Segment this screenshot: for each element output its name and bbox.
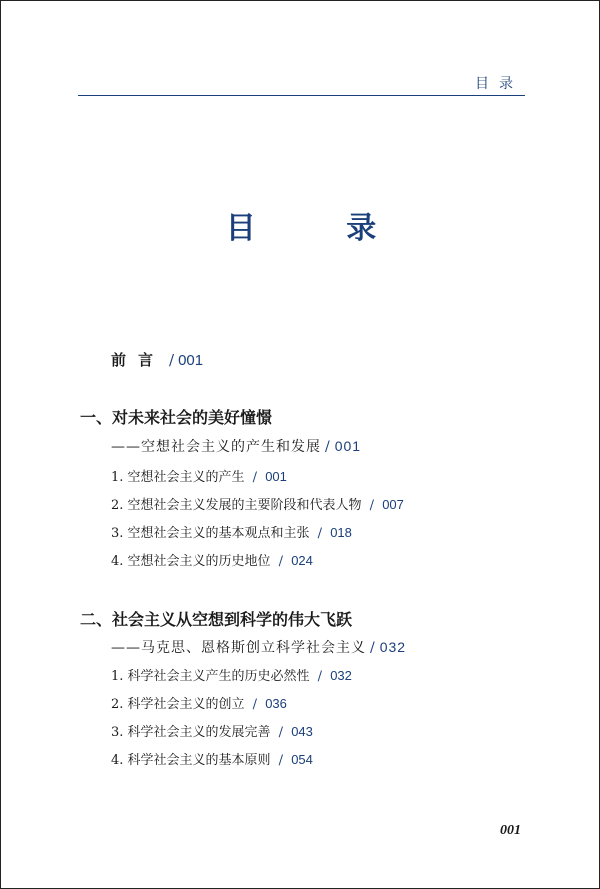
separator: / [274,753,288,768]
header-rule [78,95,525,96]
toc-entry[interactable] [111,550,313,569]
separator: / [274,554,288,569]
page-number: 043 [291,724,313,739]
separator: / [365,498,379,513]
separator: / [370,640,376,656]
toc-entry[interactable] [111,466,287,485]
toc-entry[interactable] [111,749,313,768]
chapter-title[interactable]: 一、对未来社会的美好憧憬 [80,408,273,427]
entry-text: 1. 空想社会主义的产生 [111,470,245,485]
entry-text: 2. 科学社会主义的创立 [111,697,245,712]
separator: / [248,470,262,485]
separator: / [248,697,262,712]
toc-entry[interactable] [111,721,313,740]
chapter-subtitle[interactable] [111,436,361,456]
entry-text: 3. 空想社会主义的基本观点和主张 [111,526,310,541]
subtitle-text: ——空想社会主义的产生和发展 [111,439,321,455]
subtitle-text: ——马克思、恩格斯创立科学社会主义 [111,640,366,656]
page-number: 036 [265,696,287,711]
page-number: 007 [382,497,404,512]
separator: / [313,669,327,684]
entry-text: 1. 科学社会主义产生的历史必然性 [111,669,310,684]
page-number: 001 [265,469,287,484]
running-head: 目录 [475,76,523,92]
page-number: 024 [291,553,313,568]
entry-text: 4. 科学社会主义的基本原则 [111,753,271,768]
page-number: 032 [330,668,352,683]
toc-entry[interactable] [111,693,287,712]
toc-entry[interactable] [111,522,352,541]
chapter-title[interactable]: 二、社会主义从空想到科学的伟大飞跃 [80,610,353,629]
page-folio: 001 [500,823,521,838]
toc-entry[interactable] [111,665,352,684]
page-number: 001 [178,352,204,369]
page-number: 032 [379,639,407,655]
page-number: 054 [291,752,313,767]
page-number: 018 [330,525,352,540]
separator: / [325,439,331,455]
entry-text: 2. 空想社会主义发展的主要阶段和代表人物 [111,498,362,513]
separator: / [313,526,327,541]
separator: / [274,725,288,740]
toc-preface[interactable] [111,349,203,370]
entry-text: 3. 科学社会主义的发展完善 [111,725,271,740]
page-number: 001 [334,438,362,454]
toc-entry[interactable] [111,494,404,513]
entry-text: 4. 空想社会主义的历史地位 [111,554,271,569]
separator: / [169,351,175,369]
chapter-subtitle[interactable] [111,637,406,657]
preface-label: 前言 [111,351,166,369]
page-title: 目 录 [225,211,417,246]
